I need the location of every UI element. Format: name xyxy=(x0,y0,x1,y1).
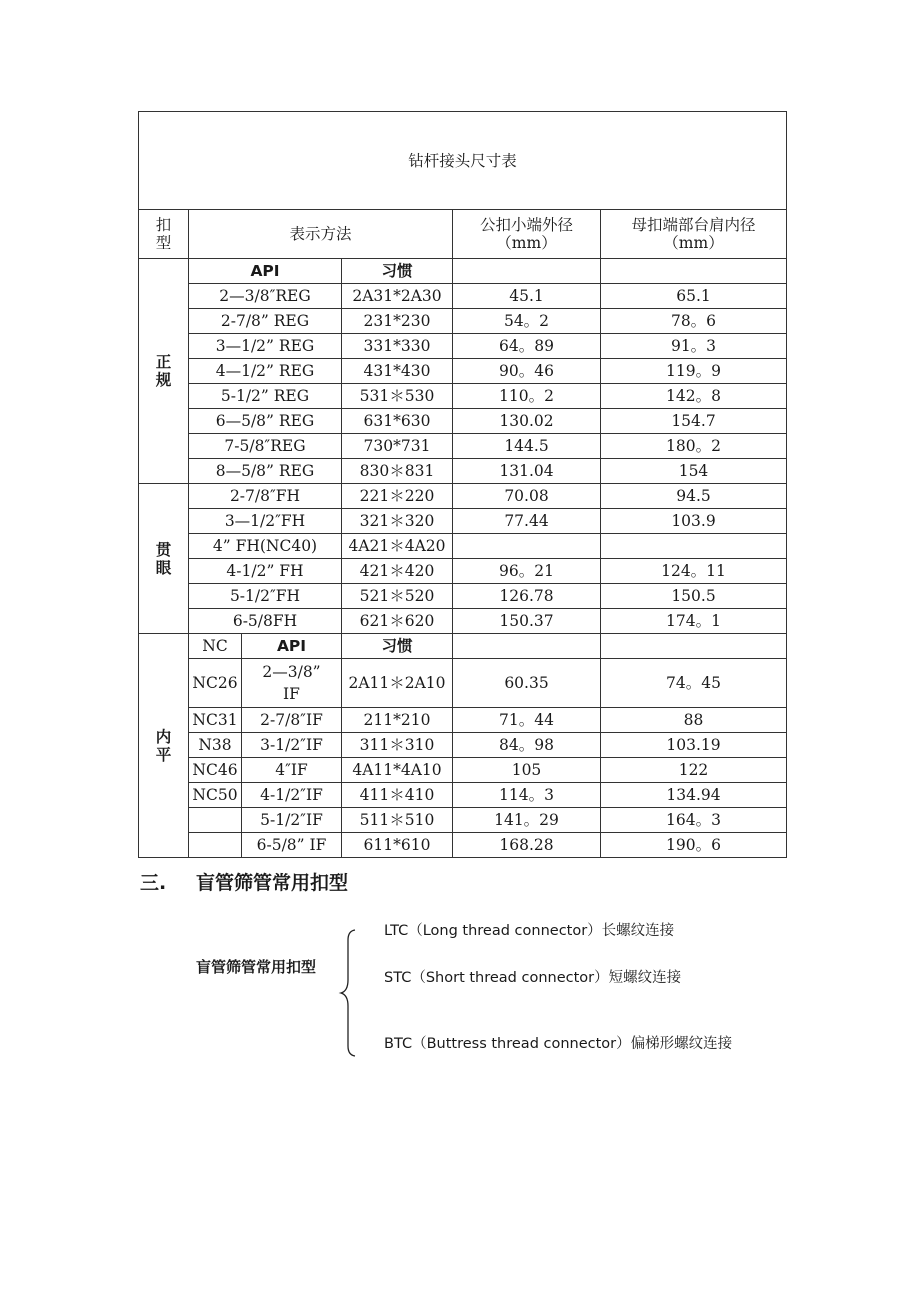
pin-od-cell: 96。21 xyxy=(453,559,601,584)
nc-cell: NC31 xyxy=(189,708,242,733)
box-id-cell: 103.9 xyxy=(601,509,787,534)
box-id-cell: 190。6 xyxy=(601,833,787,858)
api-cell: 4-1/2″IF xyxy=(242,783,342,808)
pin-od-cell: 64。89 xyxy=(453,334,601,359)
table-row xyxy=(139,659,787,708)
section-title: 盲管筛管常用扣型 xyxy=(196,872,349,894)
pin-od-cell: 105 xyxy=(453,758,601,783)
pin-od-cell: 84。98 xyxy=(453,733,601,758)
table-row xyxy=(139,484,787,509)
subheader-api: API xyxy=(242,634,342,659)
thread-option-stc: STC（Short thread connector）短螺纹连接 xyxy=(384,970,682,986)
nc-cell: NC46 xyxy=(189,758,242,783)
api-cell: 6—5/8” REG xyxy=(189,409,342,434)
nc-cell: N38 xyxy=(189,733,242,758)
box-id-cell: 94.5 xyxy=(601,484,787,509)
subheader-custom: 习惯 xyxy=(342,634,453,659)
custom-cell: 4A21＊4A20 xyxy=(342,534,453,559)
box-id-cell: 88 xyxy=(601,708,787,733)
table-row xyxy=(139,409,787,434)
table-row xyxy=(139,309,787,334)
nc-cell xyxy=(189,808,242,833)
box-id-cell: 174。1 xyxy=(601,609,787,634)
pin-od-cell: 141。29 xyxy=(453,808,601,833)
pin-od-cell xyxy=(453,534,601,559)
box-id-cell: 154.7 xyxy=(601,409,787,434)
custom-cell: 2A31*2A30 xyxy=(342,284,453,309)
custom-cell: 521＊520 xyxy=(342,584,453,609)
api-cell: 6-5/8FH xyxy=(189,609,342,634)
table-row xyxy=(139,609,787,634)
custom-cell: 511＊510 xyxy=(342,808,453,833)
box-id-cell: 134.94 xyxy=(601,783,787,808)
pin-od-cell: 114。3 xyxy=(453,783,601,808)
api-cell: 2—3/8” IF xyxy=(242,659,342,708)
custom-cell: 611*610 xyxy=(342,833,453,858)
custom-cell: 321＊320 xyxy=(342,509,453,534)
custom-cell: 231*230 xyxy=(342,309,453,334)
table-row xyxy=(139,459,787,484)
api-cell: 8—5/8” REG xyxy=(189,459,342,484)
group-label: 正规 xyxy=(139,259,189,484)
custom-cell: 631*630 xyxy=(342,409,453,434)
nc-cell: NC26 xyxy=(189,659,242,708)
custom-cell: 211*210 xyxy=(342,708,453,733)
table-row xyxy=(139,334,787,359)
thread-option-btc: BTC（Buttress thread connector）偏梯形螺纹连接 xyxy=(384,1036,733,1052)
empty-cell xyxy=(453,259,601,284)
api-cell: 4—1/2” REG xyxy=(189,359,342,384)
table-row xyxy=(139,284,787,309)
pin-od-cell: 144.5 xyxy=(453,434,601,459)
box-id-cell: 154 xyxy=(601,459,787,484)
api-cell: 5-1/2″FH xyxy=(189,584,342,609)
pin-od-cell: 54。2 xyxy=(453,309,601,334)
box-id-cell: 180。2 xyxy=(601,434,787,459)
group-label: 贯眼 xyxy=(139,484,189,634)
table-row xyxy=(139,359,787,384)
table-title: 钻杆接头尺寸表 xyxy=(139,112,787,210)
custom-cell: 830＊831 xyxy=(342,459,453,484)
api-cell: 2-7/8″FH xyxy=(189,484,342,509)
section-number: 三. xyxy=(140,872,167,894)
api-cell: 3-1/2″IF xyxy=(242,733,342,758)
nc-cell xyxy=(189,833,242,858)
subheader-custom: 习惯 xyxy=(342,259,453,284)
table-row xyxy=(139,758,787,783)
api-cell: 2—3/8″REG xyxy=(189,284,342,309)
box-id-cell: 119。9 xyxy=(601,359,787,384)
drill-pipe-joint-table xyxy=(138,111,787,858)
pin-od-cell: 110。2 xyxy=(453,384,601,409)
box-id-cell: 103.19 xyxy=(601,733,787,758)
api-cell: 5-1/2” REG xyxy=(189,384,342,409)
box-id-cell: 91。3 xyxy=(601,334,787,359)
pin-od-cell: 45.1 xyxy=(453,284,601,309)
subheader-nc: NC xyxy=(189,634,242,659)
api-cell: 2-7/8″IF xyxy=(242,708,342,733)
header-type: 扣型 xyxy=(139,210,189,259)
nc-cell: NC50 xyxy=(189,783,242,808)
box-id-cell: 142。8 xyxy=(601,384,787,409)
custom-cell: 311＊310 xyxy=(342,733,453,758)
custom-cell: 2A11＊2A10 xyxy=(342,659,453,708)
box-id-cell: 150.5 xyxy=(601,584,787,609)
api-cell: 4” FH(NC40) xyxy=(189,534,342,559)
custom-cell: 621＊620 xyxy=(342,609,453,634)
api-cell: 7-5/8″REG xyxy=(189,434,342,459)
pin-od-cell: 60.35 xyxy=(453,659,601,708)
box-id-cell: 78。6 xyxy=(601,309,787,334)
api-cell: 4-1/2” FH xyxy=(189,559,342,584)
header-box-id: 母扣端部台肩内径（mm） xyxy=(601,210,787,259)
api-cell: 3—1/2″FH xyxy=(189,509,342,534)
table-row xyxy=(139,783,787,808)
table-row xyxy=(139,559,787,584)
diagram-label: 盲管筛管常用扣型 xyxy=(196,958,317,976)
table-row xyxy=(139,833,787,858)
custom-cell: 431*430 xyxy=(342,359,453,384)
custom-cell: 730*731 xyxy=(342,434,453,459)
table-row xyxy=(139,584,787,609)
header-pin-od: 公扣小端外径（mm） xyxy=(453,210,601,259)
table-row xyxy=(139,509,787,534)
pin-od-cell: 150.37 xyxy=(453,609,601,634)
pin-od-cell: 126.78 xyxy=(453,584,601,609)
custom-cell: 221＊220 xyxy=(342,484,453,509)
group-label: 内平 xyxy=(139,634,189,858)
pin-od-cell: 168.28 xyxy=(453,833,601,858)
api-cell: 2-7/8” REG xyxy=(189,309,342,334)
custom-cell: 531＊530 xyxy=(342,384,453,409)
pin-od-cell: 90。46 xyxy=(453,359,601,384)
table-row xyxy=(139,733,787,758)
box-id-cell: 74。45 xyxy=(601,659,787,708)
custom-cell: 411＊410 xyxy=(342,783,453,808)
box-id-cell xyxy=(601,534,787,559)
empty-cell xyxy=(601,634,787,659)
custom-cell: 421＊420 xyxy=(342,559,453,584)
custom-cell: 4A11*4A10 xyxy=(342,758,453,783)
box-id-cell: 164。3 xyxy=(601,808,787,833)
header-method: 表示方法 xyxy=(189,210,453,259)
api-cell: 6-5/8” IF xyxy=(242,833,342,858)
subheader-api: API xyxy=(189,259,342,284)
table-row xyxy=(139,384,787,409)
curly-brace xyxy=(338,928,358,1058)
empty-cell xyxy=(601,259,787,284)
empty-cell xyxy=(453,634,601,659)
pin-od-cell: 70.08 xyxy=(453,484,601,509)
table-row xyxy=(139,534,787,559)
table-row xyxy=(139,434,787,459)
section-heading xyxy=(140,868,348,895)
box-id-cell: 65.1 xyxy=(601,284,787,309)
pin-od-cell: 130.02 xyxy=(453,409,601,434)
box-id-cell: 122 xyxy=(601,758,787,783)
thread-option-ltc: LTC（Long thread connector）长螺纹连接 xyxy=(384,923,675,939)
pin-od-cell: 77.44 xyxy=(453,509,601,534)
custom-cell: 331*330 xyxy=(342,334,453,359)
api-cell: 4″IF xyxy=(242,758,342,783)
table-row xyxy=(139,708,787,733)
table-row xyxy=(139,808,787,833)
pin-od-cell: 71。44 xyxy=(453,708,601,733)
pin-od-cell: 131.04 xyxy=(453,459,601,484)
box-id-cell: 124。11 xyxy=(601,559,787,584)
api-cell: 3—1/2” REG xyxy=(189,334,342,359)
api-cell: 5-1/2″IF xyxy=(242,808,342,833)
